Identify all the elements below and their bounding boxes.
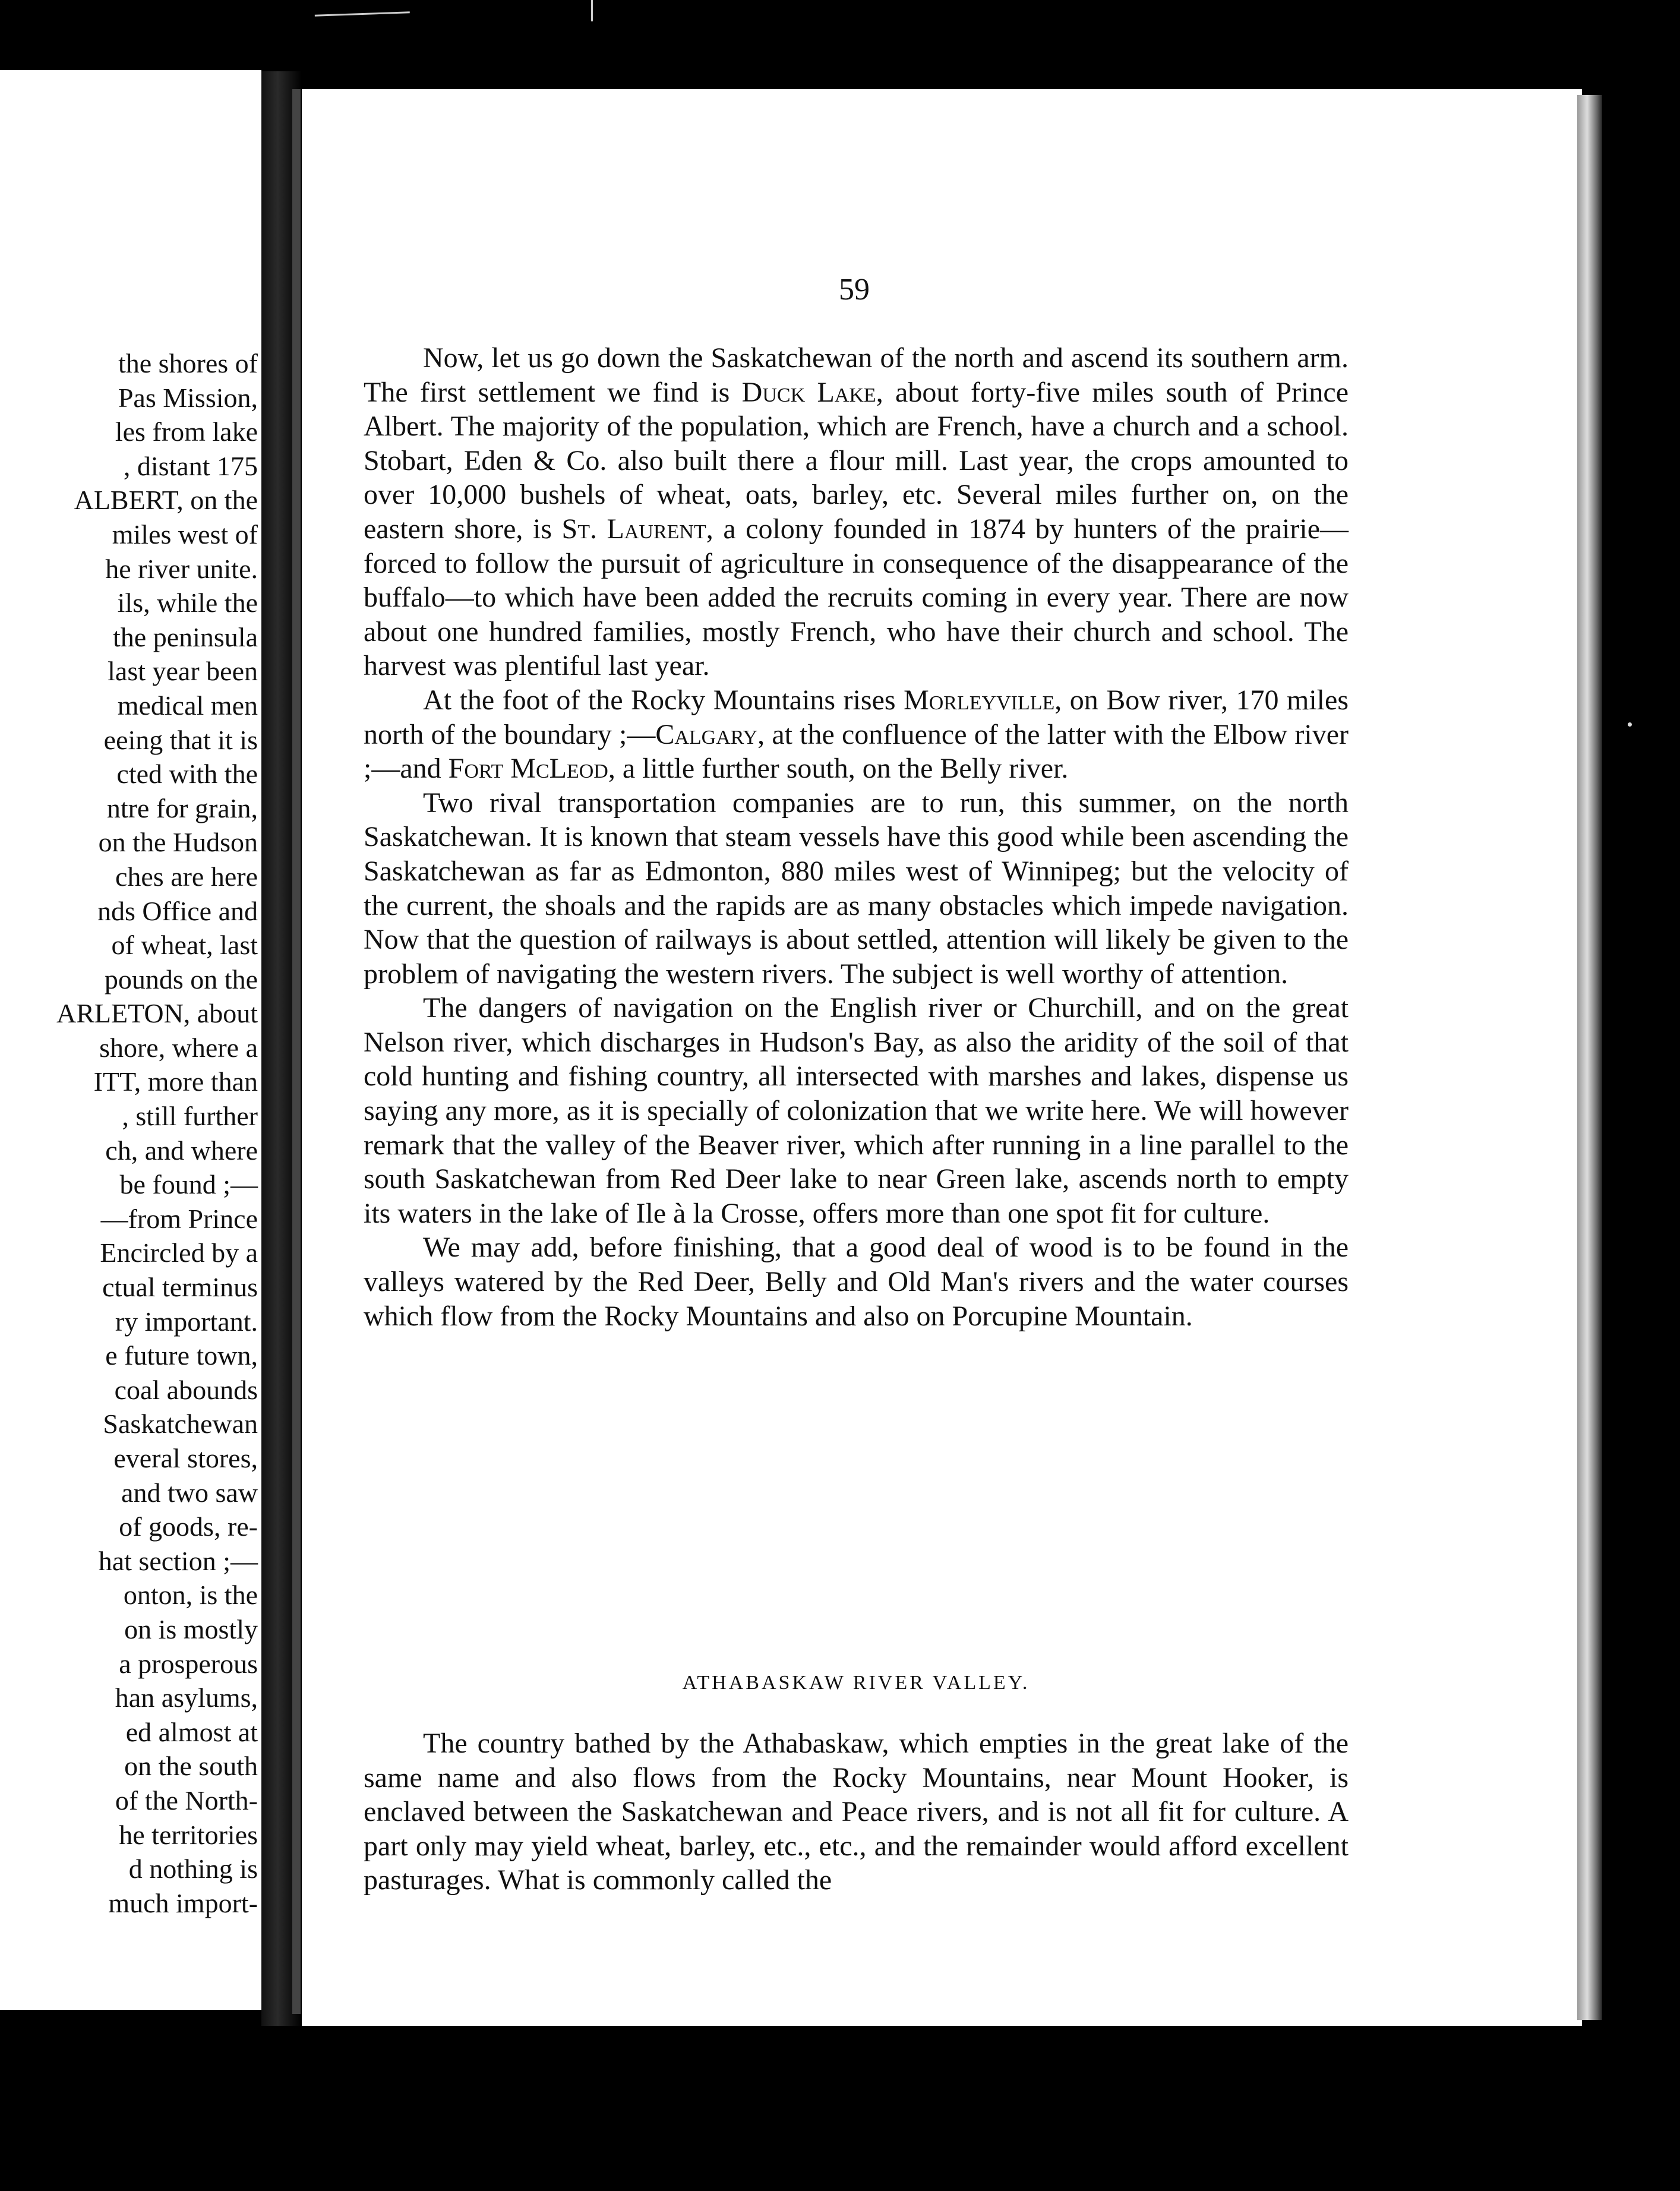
previous-page-line: , distant 175 bbox=[123, 450, 258, 481]
previous-page-line: ntre for grain, bbox=[106, 793, 258, 823]
previous-page-text bbox=[0, 346, 258, 1920]
previous-page-line: on the south bbox=[124, 1751, 258, 1782]
previous-page-line: medical men bbox=[117, 690, 258, 721]
previous-page-line: ALBERT, on the bbox=[74, 485, 258, 516]
section-heading: ATHABASKAW RIVER VALLEY. bbox=[682, 1672, 1030, 1694]
previous-page-line: shore, where a bbox=[99, 1032, 258, 1063]
scan-speck bbox=[1628, 722, 1632, 727]
previous-page-line: cted with the bbox=[116, 759, 258, 790]
previous-page-line: much import- bbox=[108, 1887, 258, 1918]
previous-page-line: hat section ;— bbox=[98, 1545, 258, 1576]
previous-page-line: ches are here bbox=[115, 861, 258, 892]
previous-page-line: pounds on the bbox=[104, 964, 258, 995]
paragraph: We may add, before finishing, that a good deal of wood is to be found in the valleys watered by the Red Deer, Belly and Old Man's rivers and the water courses which flow from the Rocky Mountains and also on Porcupine Mountain. bbox=[364, 1232, 1349, 1332]
previous-page-line: , still further bbox=[122, 1101, 258, 1132]
previous-page-line: on the Hudson bbox=[98, 827, 258, 858]
previous-page-line: the peninsula bbox=[113, 621, 258, 652]
previous-page-line: of wheat, last bbox=[111, 930, 258, 961]
paragraph: The country bathed by the Athabaskaw, which empties in the great lake of the same name and also flows from the Rocky Mountains, near Mount Hooker, is enclaved between the Saskatchewan and Peace rivers, and is not all fit for culture. A part only may yield wheat, barley, etc., etc., and the remainder would afford excellent pasturages. What is commonly called the bbox=[364, 1728, 1349, 1896]
previous-page-line: he river unite. bbox=[105, 553, 258, 584]
previous-page-line: of the North- bbox=[115, 1785, 258, 1816]
previous-page-line: ARLETON, about bbox=[56, 998, 258, 1029]
previous-page-line: a prosperous bbox=[119, 1648, 258, 1679]
previous-page-line: eeing that it is bbox=[103, 724, 258, 755]
previous-page-line: miles west of bbox=[112, 519, 258, 550]
paragraph: Two rival transportation companies are to run, this summer, on the north Saskatchewan. It is known that steam vessels have this good while been ascending the Saskatchewan as far as Edmonton, 880 miles west of Winnipeg; but the velocity of the current, the shoals and the rapids are as many obstacles which impede navigation. Now that the question of railways is about settled, attention will likely be given to the problem of navigating the western rivers. The subject is well worthy of attention. bbox=[364, 787, 1349, 990]
previous-page-line: on is mostly bbox=[124, 1614, 258, 1644]
paragraph: The dangers of navigation on the English river or Churchill, and on the great Nelson river, which discharges in Hudson's Bay, as also the aridity of the soil of that cold hunting and fishing country, all intersected with marshes and lakes, dispense us saying any more, as it is specially of colonization that we write here. We will however remark that the valley of the Beaver river, which after running in a line parallel to the south Saskatchewan from Red Deer lake to near Green lake, ascends north to empty its waters in the lake of Ile à la Crosse, offers more than one spot fit for culture. bbox=[364, 992, 1349, 1229]
place-name: Duck Lake bbox=[741, 376, 876, 408]
page-number: 59 bbox=[839, 273, 870, 307]
previous-page-line: everal stores, bbox=[113, 1443, 258, 1473]
previous-page-line: Saskatchewan bbox=[103, 1409, 258, 1439]
previous-page-line: ctual terminus bbox=[102, 1272, 258, 1303]
previous-page-line: ed almost at bbox=[125, 1716, 258, 1747]
page-edge bbox=[1577, 95, 1602, 2020]
previous-page-line: e future town, bbox=[105, 1340, 258, 1371]
paragraph: Now, let us go down the Saskatchewan of the north and ascend its southern arm. The first settlement we find is Duck Lake, about forty-five miles south of Prince Albert. The majority of the population, which are French, have a church and a school. Stobart, Eden & Co. also built there a flour mill. Last year, the crops amounted to over 10,000 bushels of wheat, oats, barley, etc. Several miles further on, on the eastern shore, is St. Laurent, a colony founded in 1874 by hunters of the prairie—forced to follow the pursuit of agriculture in consequence of the disappearance of the buffalo—to which have been added the recruits coming in every year. There are now about one hundred families, mostly French, who have their church and school. The harvest was plentiful last year. bbox=[364, 342, 1349, 682]
previous-page-line: —from Prince bbox=[100, 1203, 258, 1234]
place-name: Fort McLeod bbox=[448, 753, 608, 785]
previous-page-line: han asylums, bbox=[115, 1682, 258, 1713]
previous-page-line: ils, while the bbox=[117, 588, 258, 618]
place-name: Morleyville bbox=[904, 684, 1055, 716]
previous-page-line: the shores of bbox=[118, 348, 258, 378]
previous-page-fragment bbox=[0, 70, 261, 2010]
previous-page-line: of goods, re- bbox=[119, 1511, 258, 1542]
body-text bbox=[364, 341, 1349, 1333]
gutter-shadow bbox=[292, 89, 301, 2014]
previous-page-line: ry important. bbox=[115, 1306, 258, 1337]
previous-page-line: last year been bbox=[108, 656, 258, 687]
previous-page-line: ITT, more than bbox=[93, 1066, 258, 1097]
previous-page-line: ch, and where bbox=[105, 1135, 258, 1166]
previous-page-line: onton, is the bbox=[123, 1580, 258, 1611]
previous-page-line: les from lake bbox=[115, 416, 258, 447]
scan-tick bbox=[591, 0, 593, 21]
paragraph: At the foot of the Rocky Mountains rises Morleyville, on Bow river, 170 miles north of the boundary ;—Calgary, at the confluence of the latter with the Elbow river ;—and Fort McLeod, a little further south, on the Belly river. bbox=[364, 684, 1349, 785]
place-name: St. Laurent bbox=[561, 513, 706, 545]
previous-page-line: d nothing is bbox=[128, 1854, 258, 1884]
section-text bbox=[364, 1726, 1349, 1898]
scan-mark bbox=[315, 11, 410, 24]
previous-page-line: Encircled by a bbox=[100, 1237, 258, 1268]
previous-page-line: coal abounds bbox=[114, 1374, 258, 1405]
previous-page-line: nds Office and bbox=[97, 895, 258, 926]
previous-page-line: and two saw bbox=[121, 1477, 258, 1508]
place-name: Calgary bbox=[655, 718, 758, 750]
previous-page-line: Pas Mission, bbox=[118, 382, 258, 413]
previous-page-line: he territories bbox=[119, 1819, 258, 1850]
previous-page-line: be found ;— bbox=[119, 1169, 258, 1200]
